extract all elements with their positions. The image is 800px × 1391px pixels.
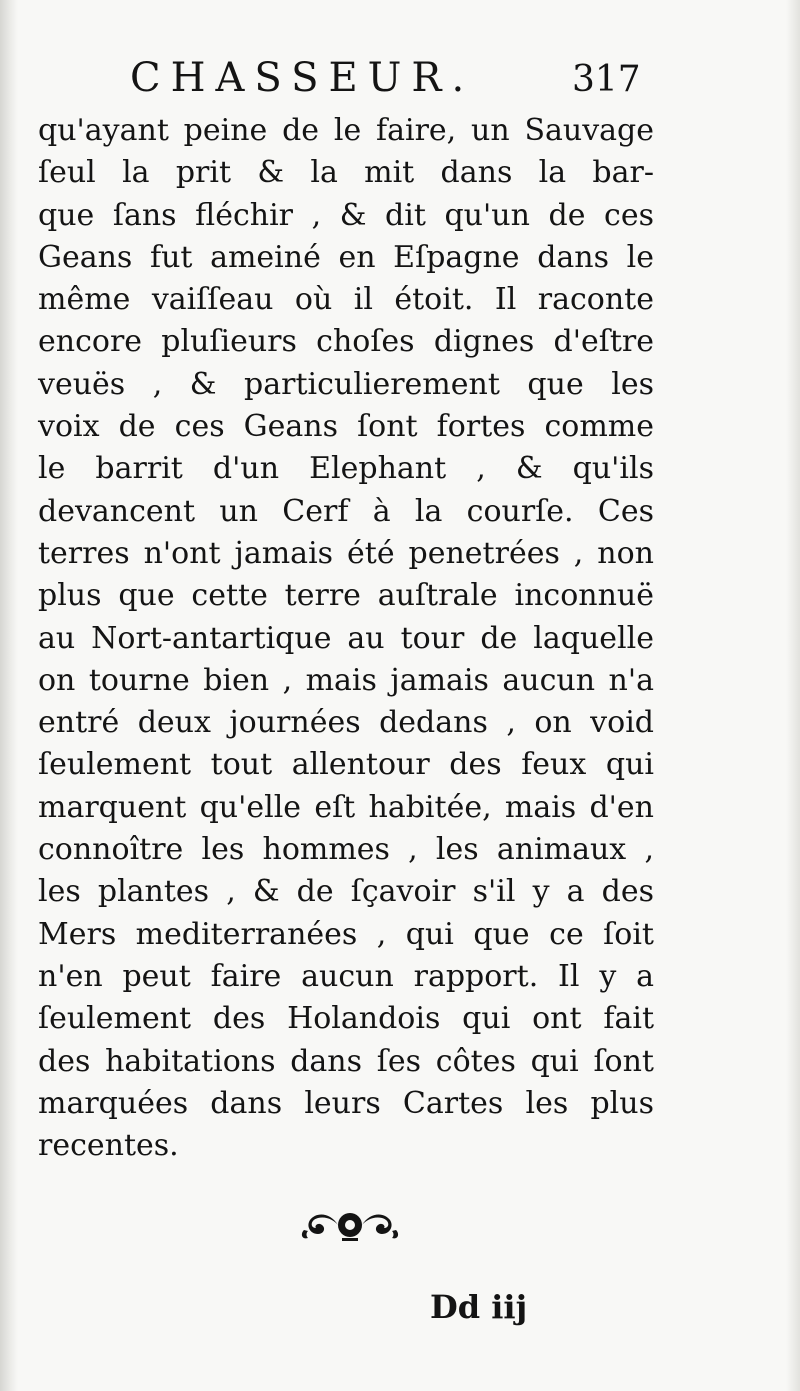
- text-line: encore pluſieurs choſes dignes d'eſtre: [38, 324, 654, 360]
- text-line: n'en peut faire aucun rapport. Il y a: [38, 958, 654, 994]
- page-edge: [786, 0, 800, 1391]
- page-gutter-shadow: [0, 0, 18, 1391]
- text-line: qu'ayant peine de le faire, un Sauvage: [38, 113, 654, 148]
- text-line: ſeulement tout allentour des feux qui: [38, 747, 654, 783]
- signature-mark: Dd iij: [430, 1288, 528, 1326]
- text-line: ſeulement des Holandois qui ont fait: [38, 1001, 654, 1037]
- text-line: connoître les hommes , les animaux ,: [38, 832, 654, 868]
- text-line: marquées dans leurs Cartes les plus: [38, 1085, 654, 1121]
- text-line: des habitations dans ſes côtes qui ſont: [38, 1043, 654, 1079]
- text-line: devancent un Cerf à la courſe. Ces: [38, 493, 654, 529]
- text-line: plus que cette terre auſtrale inconnuë: [38, 578, 654, 614]
- fleuron-ornament-icon: [296, 1200, 404, 1250]
- text-line: terres n'ont jamais été penetrées , non: [38, 535, 654, 571]
- page-number: 317: [572, 59, 641, 100]
- text-line: les plantes , & de ſçavoir s'il y a des: [38, 874, 654, 910]
- text-line: voix de ces Geans ſont fortes comme: [38, 409, 654, 445]
- text-line: au Nort-antartique au tour de laquelle: [38, 620, 654, 656]
- text-line: on tourne bien , mais jamais aucun n'a: [38, 662, 654, 698]
- text-line: le barrit d'un Elephant , & qu'ils: [38, 451, 654, 487]
- text-line: même vaiſſeau où il étoit. Il raconte: [38, 282, 654, 318]
- running-head: CHASSEUR.: [130, 55, 475, 101]
- text-line: entré deux journées dedans , on void: [38, 705, 654, 741]
- text-line: que ſans fléchir , & dit qu'un de ces: [38, 197, 654, 233]
- text-line: Mers mediterranées , qui que ce ſoit: [38, 916, 654, 952]
- body-text: [38, 110, 654, 1167]
- text-line-last: recentes.: [38, 1128, 179, 1164]
- text-line: marquent qu'elle eſt habitée, mais d'en: [38, 789, 654, 825]
- text-line: ſeul la prit & la mit dans la bar-: [38, 155, 654, 191]
- text-line: Geans fut ameiné en Eſpagne dans le: [38, 239, 654, 275]
- text-line: veuës , & particulierement que les: [38, 366, 654, 402]
